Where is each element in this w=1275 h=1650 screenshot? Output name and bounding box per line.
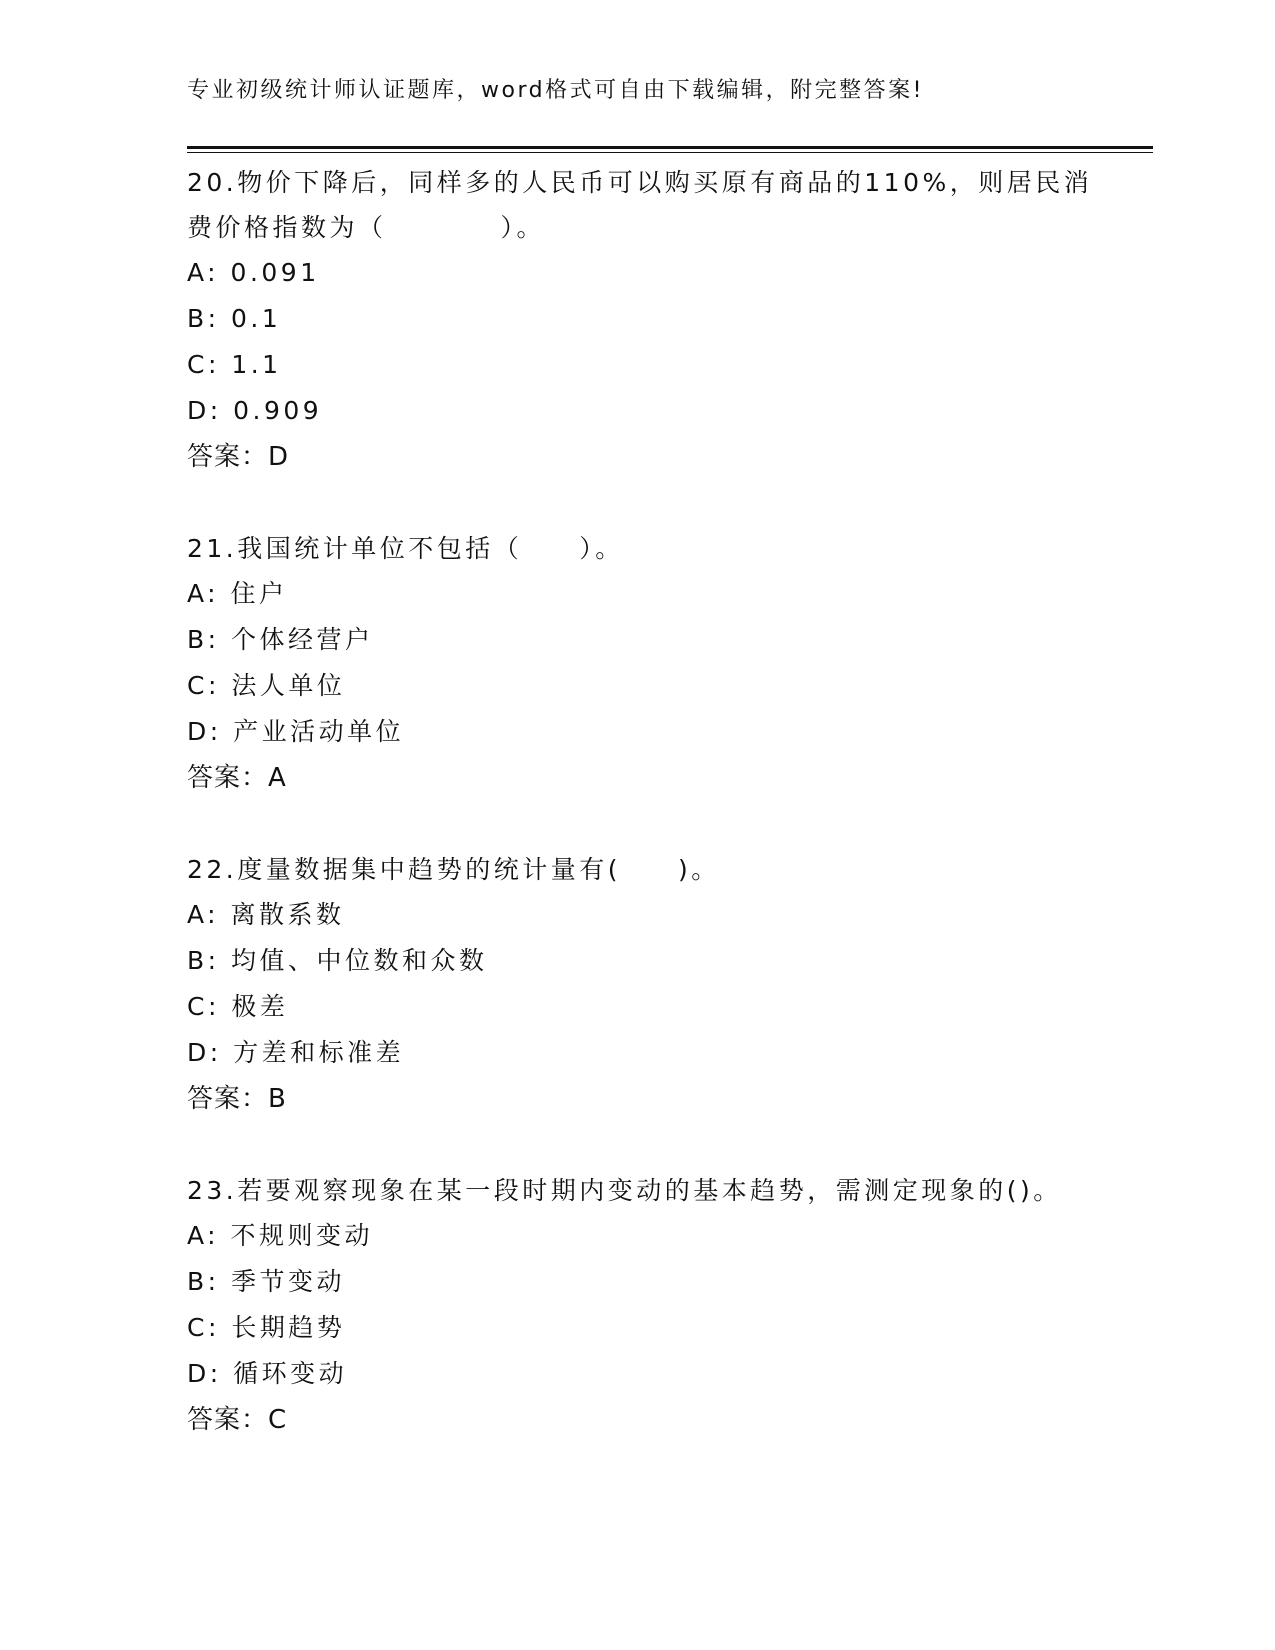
option-c: C: 长期趋势 xyxy=(187,1313,346,1342)
answer-value: D xyxy=(268,442,290,472)
option-d: D: 产业活动单位 xyxy=(187,717,405,746)
option-b: B: 季节变动 xyxy=(187,1267,346,1296)
option-c: C: 极差 xyxy=(187,992,289,1021)
option-a: A: 住户 xyxy=(187,579,288,608)
option-b: B: 个体经营户 xyxy=(187,625,374,654)
option-d: D: 方差和标准差 xyxy=(187,1038,405,1067)
answer-label: 答案： xyxy=(187,442,269,472)
question-list xyxy=(187,160,1107,1489)
option-a: A: 不规则变动 xyxy=(187,1221,374,1250)
page-header: 专业初级统计师认证题库，word格式可自由下载编辑，附完整答案! xyxy=(187,78,924,103)
answer-label: 答案： xyxy=(187,763,269,793)
question-22 xyxy=(187,847,1107,1122)
answer-value: B xyxy=(268,1084,287,1114)
option-list xyxy=(187,892,1107,1076)
question-21 xyxy=(187,526,1107,801)
option-a: A: 离散系数 xyxy=(187,900,345,929)
option-list xyxy=(187,571,1107,755)
option-b: B: 均值、中位数和众数 xyxy=(187,946,488,975)
answer-label: 答案： xyxy=(187,1084,269,1114)
question-stem: 21.我国统计单位不包括（ ）。 xyxy=(187,534,624,563)
option-list xyxy=(187,250,1107,434)
answer-label: 答案： xyxy=(187,1405,269,1435)
answer-line xyxy=(187,1397,1107,1443)
answer-value: A xyxy=(268,763,287,793)
header-rule-thick xyxy=(187,146,1153,149)
option-list xyxy=(187,1213,1107,1397)
question-stem: 23.若要观察现象在某一段时期内变动的基本趋势，需测定现象的()。 xyxy=(187,1176,1062,1205)
question-stem: 20.物价下降后，同样多的人民币可以购买原有商品的110%，则居民消费价格指数为（ ）。 xyxy=(187,168,1093,242)
question-stem: 22.度量数据集中趋势的统计量有( )。 xyxy=(187,855,720,884)
option-d: D: 循环变动 xyxy=(187,1359,348,1388)
answer-line xyxy=(187,1076,1107,1122)
answer-value: C xyxy=(268,1405,288,1435)
answer-line xyxy=(187,755,1107,801)
header-rule-thin xyxy=(187,152,1153,153)
option-c: C: 1.1 xyxy=(187,350,282,379)
question-23 xyxy=(187,1168,1107,1443)
option-d: D: 0.909 xyxy=(187,396,323,425)
option-a: A: 0.091 xyxy=(187,258,320,287)
option-c: C: 法人单位 xyxy=(187,671,346,700)
question-20 xyxy=(187,160,1107,480)
answer-line xyxy=(187,434,1107,480)
option-b: B: 0.1 xyxy=(187,304,282,333)
